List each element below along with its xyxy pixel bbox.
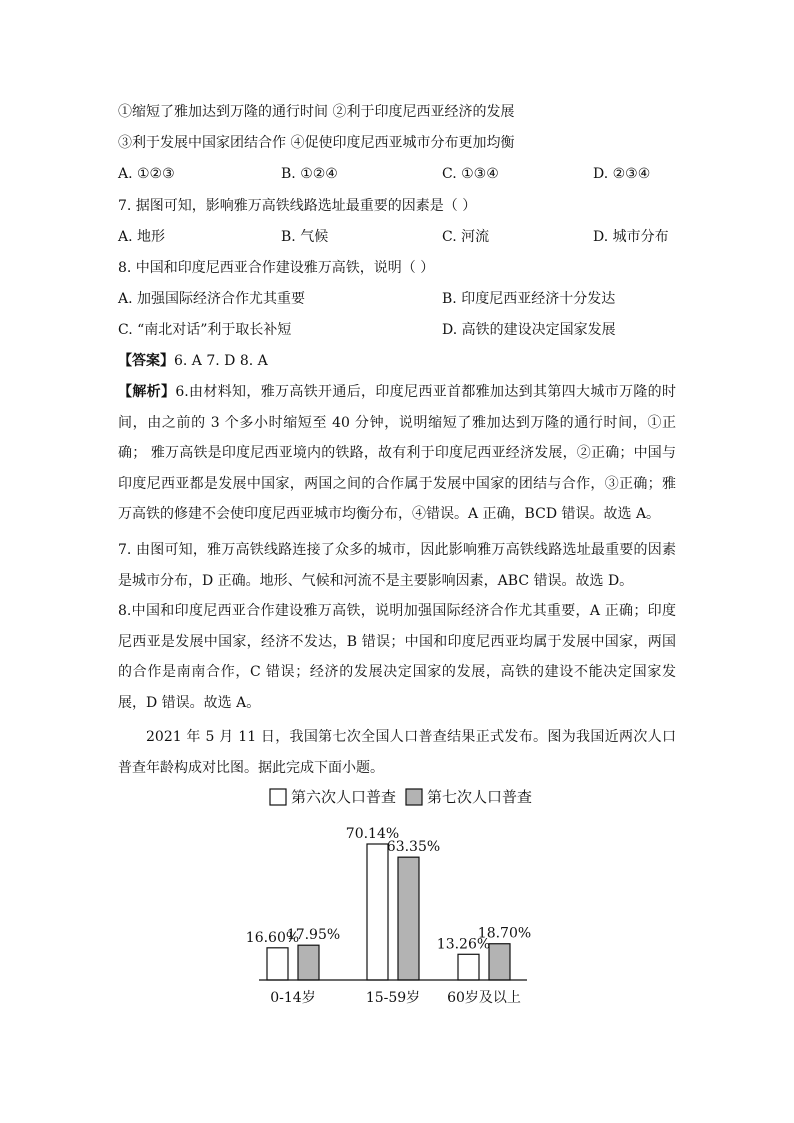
analysis-label: 【解析】 <box>118 384 176 400</box>
q7-stem: 7. 据图可知，影响雅万高铁线路选址最重要的因素是（ ） <box>118 198 477 214</box>
q8-option-b: B. 印度尼西亚经济十分发达 <box>442 291 616 307</box>
q7-option-b: B. 气候 <box>281 229 329 245</box>
bar-value-label-2-3: 18.70% <box>477 925 532 942</box>
chart-legend <box>270 788 532 806</box>
category-label-3: 60岁及以上 <box>447 990 521 1006</box>
q7-option-d: D. 城市分布 <box>593 229 669 245</box>
bar-1-1 <box>267 948 288 980</box>
q6-option-c: C. ①③④ <box>442 166 499 182</box>
legend-swatch-1 <box>270 789 286 805</box>
q6-option-a: A. ①②③ <box>118 166 175 182</box>
bar-value-label-2-1: 17.95% <box>286 927 341 944</box>
analysis-7: 7. 由图可知，雅万高铁线路连接了众多的城市，因此影响雅万高铁线路选址最重要的因素是城市分布，D 正确。地形、气候和河流不是主要影响因素，ABC 错误。故选 D。 <box>118 542 676 589</box>
answer-label: 【答案】 <box>118 353 174 369</box>
bar-2-2 <box>398 857 419 980</box>
q6-statements-line-1: ①缩短了雅加达到万隆的通行时间 ②利于印度尼西亚经济的发展 <box>118 104 515 120</box>
analysis-8: 8.中国和印度尼西亚合作建设雅万高铁，说明加强国际经济合作尤其重要，A 正确；印度尼西亚是发展中国家，经济不发达，B 错误；中国和印度尼西亚均属于发展中国家，两国的合作是南南合作，C 错误；经济的发展决定国家的发展，高铁的建设不能决定国家发展，D 错误。故选 A。 <box>118 603 676 711</box>
q8-stem: 8. 中国和印度尼西亚合作建设雅万高铁，说明（ ） <box>118 260 435 276</box>
q6-option-b: B. ①②④ <box>281 166 338 182</box>
answer-text: 6. A 7. D 8. A <box>174 353 268 369</box>
bar-value-label-1-2: 70.14% <box>345 826 400 842</box>
bar-2-1 <box>298 945 319 980</box>
bar-2-3 <box>489 944 510 980</box>
category-label-2: 15-59岁 <box>365 990 421 1006</box>
chart-bars <box>267 844 510 980</box>
legend-swatch-2 <box>406 789 422 805</box>
chart-intro-text: 2021 年 5 月 11 日，我国第七次全国人口普查结果正式发布。图为我国近两次人口普查年龄构成对比图。据此完成下面小题。 <box>118 729 676 776</box>
bar-value-label-1-3: 13.26% <box>436 936 491 953</box>
q7-option-a: A. 地形 <box>118 229 166 245</box>
bar-1-3 <box>458 954 479 980</box>
legend-label-2: 第七次人口普查 <box>427 788 533 806</box>
q8-option-d: D. 高铁的建设决定国家发展 <box>442 322 616 338</box>
q6-statements-line-2: ③利于发展中国家团结合作 ④促使印度尼西亚城市分布更加均衡 <box>118 135 515 151</box>
category-label-1: 0-14岁 <box>270 990 316 1006</box>
q8-option-c: C. “南北对话”利于取长补短 <box>118 322 292 338</box>
bar-1-2 <box>367 844 388 980</box>
legend-label-1: 第六次人口普查 <box>291 788 397 806</box>
q6-option-d: D. ②③④ <box>593 166 651 182</box>
q8-option-a: A. 加强国际经济合作尤其重要 <box>118 291 306 307</box>
analysis-6-text: 6.由材料知，雅万高铁开通后，印度尼西亚首都雅加达到其第四大城市万隆的时间，由之前的 3 个多小时缩短至 40 分钟，说明缩短了雅加达到万隆的通行时间，①正确； 雅万高铁是印度尼西亚境内的铁路，故有利于印度尼西亚经济发展，②正确；中国与印度尼西亚都是发展中国家，两国之间的合作属于发展中国家的团结与合作，③正确；雅万高铁的修建不会使印度尼西亚城市均衡分布，④错误。A 正确，BCD 错误。故选 A。 <box>118 384 677 522</box>
bar-value-label-2-2: 63.35% <box>386 839 441 856</box>
bar-value-label-1-1: 16.60% <box>245 929 300 946</box>
q7-option-c: C. 河流 <box>442 229 490 245</box>
